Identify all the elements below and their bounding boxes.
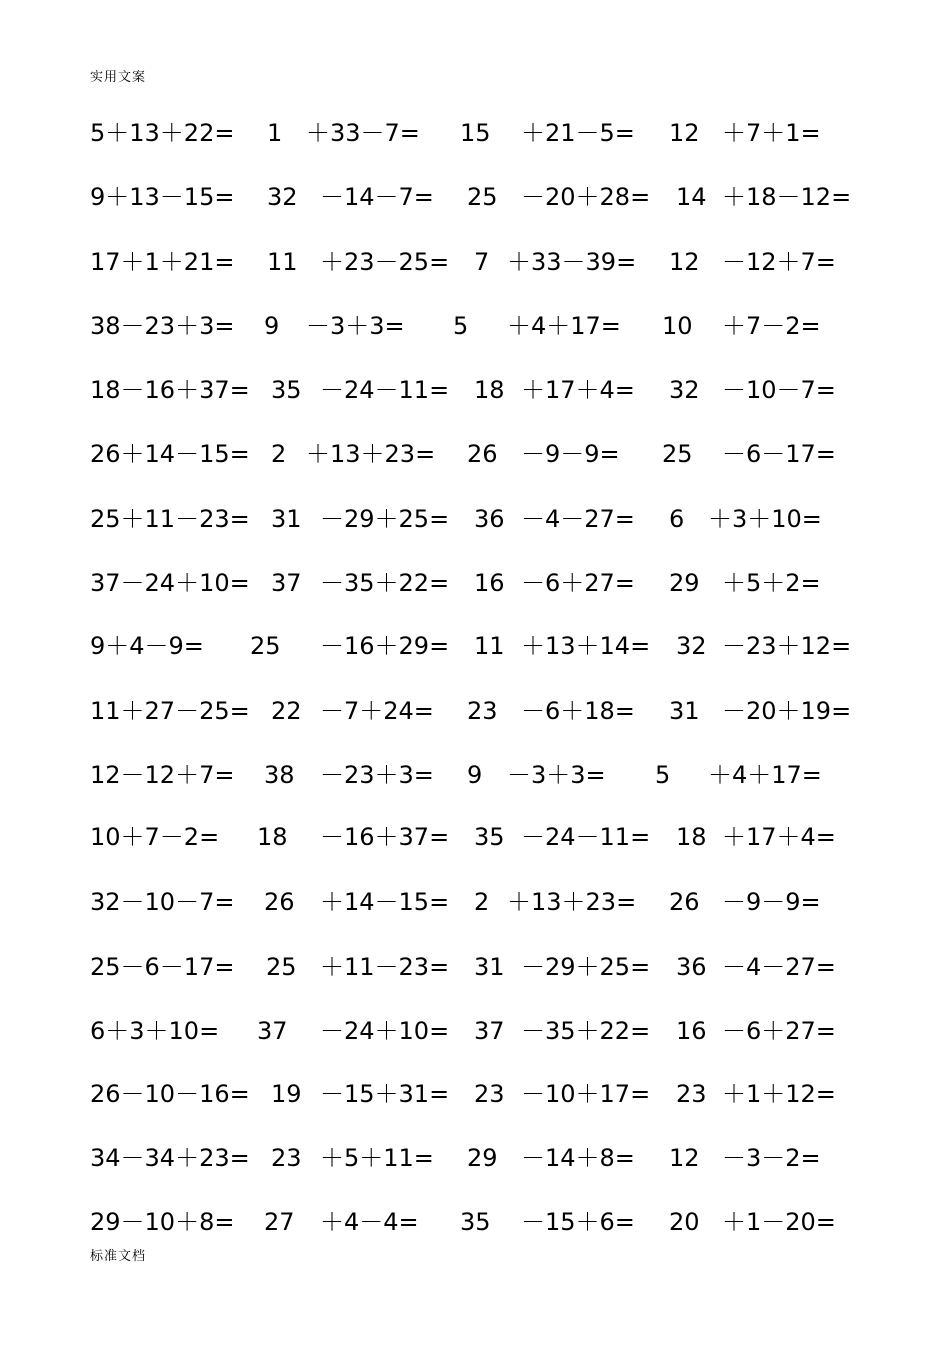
worksheet-row (0, 434, 950, 474)
expression-1: 25－6－17= (90, 953, 235, 981)
expression-3: －4－27= (521, 505, 635, 533)
number-3: 25 (662, 440, 693, 468)
expression-1: 11＋27－25= (90, 697, 250, 725)
expression-2: ＋13＋23= (306, 440, 436, 468)
number-1: 11 (267, 248, 298, 276)
expression-1: 6＋3＋10= (90, 1017, 220, 1045)
expression-4: －12＋7= (722, 248, 836, 276)
expression-4: ＋7－2= (722, 312, 821, 340)
number-3: 29 (669, 569, 700, 597)
number-1: 31 (271, 505, 302, 533)
number-3: 36 (676, 953, 707, 981)
number-1: 38 (264, 761, 295, 789)
number-2: 35 (460, 1208, 491, 1236)
number-3: 18 (676, 823, 707, 851)
expression-3: ＋13＋14= (521, 632, 651, 660)
expression-2: ＋4－4= (320, 1208, 419, 1236)
number-1: 35 (271, 376, 302, 404)
number-1: 2 (271, 440, 287, 468)
expression-3: ＋33－39= (507, 248, 637, 276)
expression-4: －3－2= (722, 1144, 821, 1172)
expression-2: －29＋25= (320, 505, 450, 533)
expression-1: 10＋7－2= (90, 823, 220, 851)
number-1: 9 (264, 312, 280, 340)
number-3: 32 (676, 632, 707, 660)
number-2: 16 (474, 569, 505, 597)
expression-3: －24－11= (521, 823, 651, 851)
expression-1: 5＋13＋22= (90, 119, 235, 147)
number-3: 12 (669, 1144, 700, 1172)
expression-1: 37－24＋10= (90, 569, 250, 597)
expression-4: ＋4＋17= (708, 761, 822, 789)
expression-4: ＋1＋12= (722, 1080, 836, 1108)
worksheet-row (0, 882, 950, 922)
expression-2: －15＋31= (320, 1080, 450, 1108)
number-2: 18 (474, 376, 505, 404)
number-3: 10 (662, 312, 693, 340)
number-3: 14 (676, 183, 707, 211)
number-2: 23 (474, 1080, 505, 1108)
page-footer: 标准文档 (90, 1249, 147, 1264)
worksheet-row (0, 1202, 950, 1242)
number-1: 18 (257, 823, 288, 851)
expression-3: －15＋6= (521, 1208, 635, 1236)
expression-2: －3＋3= (306, 312, 405, 340)
expression-2: －14－7= (320, 183, 434, 211)
number-3: 31 (669, 697, 700, 725)
number-2: 9 (467, 761, 483, 789)
expression-4: －9－9= (722, 888, 821, 916)
expression-3: ＋4＋17= (507, 312, 621, 340)
number-2: 35 (474, 823, 505, 851)
expression-4: ＋3＋10= (708, 505, 822, 533)
expression-3: ＋21－5= (521, 119, 635, 147)
expression-1: 29－10＋8= (90, 1208, 235, 1236)
expression-3: －14＋8= (521, 1144, 635, 1172)
expression-2: －16＋29= (320, 632, 450, 660)
expression-3: －6＋27= (521, 569, 635, 597)
expression-2: ＋5＋11= (320, 1144, 434, 1172)
expression-4: －10－7= (722, 376, 836, 404)
expression-1: 32－10－7= (90, 888, 235, 916)
number-3: 16 (676, 1017, 707, 1045)
expression-2: －35＋22= (320, 569, 450, 597)
number-1: 27 (264, 1208, 295, 1236)
expression-2: －16＋37= (320, 823, 450, 851)
expression-2: －7＋24= (320, 697, 434, 725)
expression-3: －3＋3= (507, 761, 606, 789)
worksheet-row (0, 370, 950, 410)
expression-1: 9＋13－15= (90, 183, 235, 211)
number-1: 32 (267, 183, 298, 211)
expression-3: －10＋17= (521, 1080, 651, 1108)
expression-3: －35＋22= (521, 1017, 651, 1045)
worksheet-row (0, 1074, 950, 1114)
number-1: 1 (267, 119, 283, 147)
number-1: 19 (271, 1080, 302, 1108)
expression-3: －29＋25= (521, 953, 651, 981)
expression-1: 26＋14－15= (90, 440, 250, 468)
number-2: 5 (453, 312, 469, 340)
expression-1: 38－23＋3= (90, 312, 235, 340)
expression-4: ＋18－12= (722, 183, 852, 211)
expression-2: ＋14－15= (320, 888, 450, 916)
expression-4: ＋5＋2= (722, 569, 821, 597)
worksheet-row (0, 691, 950, 731)
worksheet-row (0, 499, 950, 539)
number-2: 2 (474, 888, 490, 916)
number-3: 32 (669, 376, 700, 404)
expression-2: ＋23－25= (320, 248, 450, 276)
number-2: 11 (474, 632, 505, 660)
expression-2: －23＋3= (320, 761, 434, 789)
expression-3: －20＋28= (521, 183, 651, 211)
number-2: 29 (467, 1144, 498, 1172)
number-2: 7 (474, 248, 490, 276)
number-1: 37 (257, 1017, 288, 1045)
expression-4: －6－17= (722, 440, 836, 468)
number-2: 23 (467, 697, 498, 725)
expression-3: －6＋18= (521, 697, 635, 725)
expression-1: 18－16＋37= (90, 376, 250, 404)
expression-4: ＋17＋4= (722, 823, 836, 851)
number-1: 23 (271, 1144, 302, 1172)
expression-1: 34－34＋23= (90, 1144, 250, 1172)
worksheet-row (0, 306, 950, 346)
expression-4: －23＋12= (722, 632, 852, 660)
number-1: 25 (250, 632, 281, 660)
expression-2: －24＋10= (320, 1017, 450, 1045)
worksheet-row (0, 1138, 950, 1178)
worksheet-row (0, 817, 950, 857)
expression-1: 25＋11－23= (90, 505, 250, 533)
number-2: 26 (467, 440, 498, 468)
number-1: 26 (264, 888, 295, 916)
expression-2: ＋33－7= (306, 119, 420, 147)
worksheet-row (0, 626, 950, 666)
expression-4: ＋1－20= (722, 1208, 836, 1236)
number-3: 12 (669, 119, 700, 147)
expression-3: －9－9= (521, 440, 620, 468)
worksheet-row (0, 242, 950, 282)
expression-2: －24－11= (320, 376, 450, 404)
worksheet-row (0, 563, 950, 603)
number-3: 20 (669, 1208, 700, 1236)
worksheet-row (0, 1011, 950, 1051)
number-3: 6 (669, 505, 685, 533)
page-header: 实用文案 (90, 70, 147, 85)
expression-4: ＋7＋1= (722, 119, 821, 147)
expression-2: ＋11－23= (320, 953, 450, 981)
expression-1: 17＋1＋21= (90, 248, 235, 276)
worksheet-row (0, 177, 950, 217)
number-3: 26 (669, 888, 700, 916)
number-2: 36 (474, 505, 505, 533)
number-3: 5 (655, 761, 671, 789)
expression-4: －20＋19= (722, 697, 852, 725)
expression-1: 9＋4－9= (90, 632, 204, 660)
number-1: 22 (271, 697, 302, 725)
expression-3: ＋13＋23= (507, 888, 637, 916)
number-3: 12 (669, 248, 700, 276)
number-2: 31 (474, 953, 505, 981)
worksheet-row (0, 947, 950, 987)
number-3: 23 (676, 1080, 707, 1108)
expression-1: 26－10－16= (90, 1080, 250, 1108)
expression-4: －6＋27= (722, 1017, 836, 1045)
expression-1: 12－12＋7= (90, 761, 235, 789)
number-1: 37 (271, 569, 302, 597)
expression-3: ＋17＋4= (521, 376, 635, 404)
number-2: 15 (460, 119, 491, 147)
worksheet-row (0, 113, 950, 153)
worksheet-row (0, 755, 950, 795)
number-2: 25 (467, 183, 498, 211)
expression-4: －4－27= (722, 953, 836, 981)
number-1: 25 (266, 953, 297, 981)
number-2: 37 (474, 1017, 505, 1045)
